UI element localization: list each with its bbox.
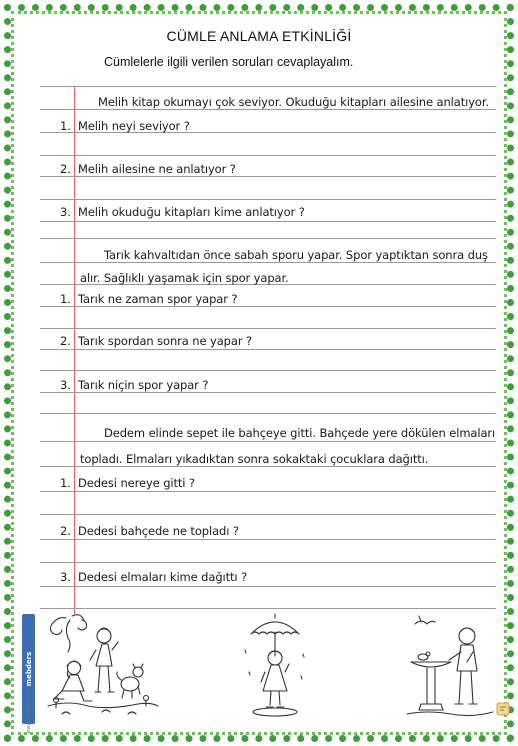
brand-url [24,686,34,734]
boy-at-birdbath-illustration [405,610,495,725]
question-text: Tarık ne zaman spor yapar ? [78,292,238,306]
question-number: 3. [60,570,71,584]
passage-line: Melih kitap okumayı çok seviyor. Okuduğu kitapları ailesine anlatıyor. [98,95,489,109]
child-with-umbrella-illustration [235,610,315,725]
question [60,334,252,348]
rule-line [40,349,496,350]
page-title: CÜMLE ANLAMA ETKİNLİĞİ [166,28,352,44]
children-with-dog-illustration [42,610,162,725]
question-text: Melih neyi seviyor ? [78,119,190,133]
rule-line [40,562,496,563]
question-number: 2. [60,334,71,348]
question [60,119,190,133]
question [60,524,239,538]
question-text: Melih okuduğu kitapları kime anlatıyor ? [78,205,305,219]
question [60,378,208,392]
question [60,570,247,584]
passage-line: alır. Sağlıklı yaşamak için spor yapar. [80,271,289,285]
rule-line [40,514,496,515]
question-number: 2. [60,524,71,538]
question-number: 1. [60,119,71,133]
question [60,476,195,490]
rule-line [40,328,496,329]
rule-line [40,392,496,393]
question-text: Tarık spordan sonra ne yapar ? [78,334,253,348]
instructions: Cümlelerle ilgili verilen soruları cevaplayalım. [104,55,354,69]
passage-line: Dedem elinde sepet ile bahçeye gitti. Bahçede yere dökülen elmaları [104,426,496,440]
rule-line [40,86,496,87]
rule-line [40,413,496,414]
question-text: Dedesi elmaları kime dağıttı ? [78,570,248,584]
question [60,205,305,219]
rule-line [40,155,496,156]
rule-line [40,441,496,442]
question-number: 3. [60,378,71,392]
rule-line [40,539,496,540]
question-text: Dedesi bahçede ne topladı ? [78,524,239,538]
question-number: 3. [60,205,71,219]
brand-name: mebders [24,651,33,687]
question-number: 1. [60,476,71,490]
question-number: 2. [60,162,71,176]
rule-line [40,608,496,609]
question [60,162,236,176]
question-text: Tarık niçin spor yapar ? [78,378,209,392]
question-text: Dedesi nereye gitti ? [78,476,195,490]
rule-line [40,109,496,110]
rule-line [40,176,496,177]
rule-line [40,466,496,467]
brand-url-text: www.mebders.com [26,686,32,734]
passage-line: topladı. Elmaları yıkadıktan sonra sokaktaki çocuklara dağıttı. [80,452,429,466]
passage-line: Tarık kahvaltıdan önce sabah sporu yapar. Spor yaptıktan sonra duş [104,248,488,262]
rule-line [40,238,496,239]
rule-line [40,586,496,587]
rule-line [40,199,496,200]
note-icon [496,702,510,716]
rule-line [40,262,496,263]
rule-line [40,306,496,307]
rule-line [40,221,496,222]
question-number: 1. [60,292,71,306]
rule-line [40,491,496,492]
question [60,292,237,306]
rule-line [40,370,496,371]
question-text: Melih ailesine ne anlatıyor ? [78,162,236,176]
